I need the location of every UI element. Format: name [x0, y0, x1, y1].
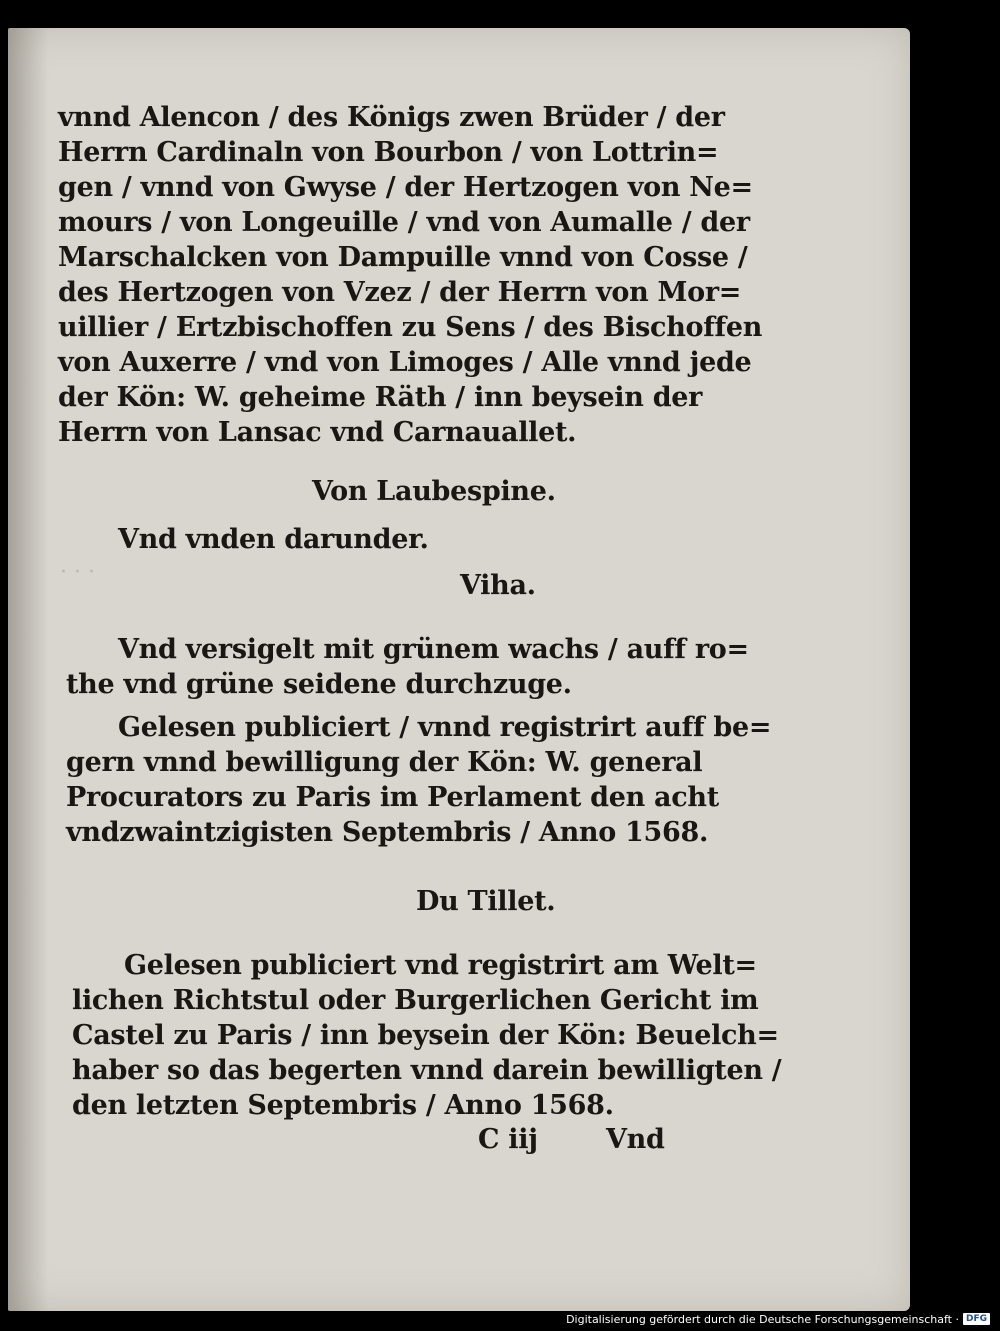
text-line: Castel zu Paris / inn beysein der Kön: Beuelch= [72, 1020, 779, 1051]
text-line: vndzwaintzigisten Septembris / Anno 1568. [66, 817, 709, 848]
signature-text: Von Laubespine. [312, 476, 556, 507]
text-line: Marschalcken von Dampuille vnnd von Cosse / [58, 242, 748, 273]
text-line: der Kön: W. geheime Räth / inn beysein der [58, 382, 703, 413]
page-gutter-shadow [8, 28, 48, 1311]
main-paragraph [58, 100, 763, 450]
text-line: lichen Richtstul oder Burgerlichen Gericht im [72, 985, 759, 1016]
text-line: Procurators zu Paris im Perlament den acht [66, 782, 719, 813]
signature-mark [478, 1122, 538, 1157]
text-line: vnnd Alencon / des Königs zwen Brüder / der [58, 102, 725, 133]
text-line: Gelesen publiciert vnd registrirt am Welt= [124, 950, 757, 981]
text-line: des Hertzogen von Vzez / der Herrn von Mor= [58, 277, 742, 308]
text-line: mours / von Longeuille / vnd von Aumalle / der [58, 207, 750, 238]
text-line: gen / vnnd von Gwyse / der Hertzogen von Ne= [58, 172, 753, 203]
under-text: Vnd vnden darunder. [118, 524, 429, 555]
catchword [606, 1122, 665, 1157]
text-line: Vnd versigelt mit grünem wachs / auff ro= [118, 634, 749, 665]
signature-viha [460, 568, 536, 603]
text-line: von Auxerre / vnd von Limoges / Alle vnnd jede [58, 347, 752, 378]
publication-paragraph-2 [72, 948, 782, 1123]
credit-text: Digitalisierung gefördert durch die Deutsche Forschungsgemeinschaft · [566, 1312, 959, 1326]
text-line: den letzten Septembris / Anno 1568. [72, 1090, 614, 1121]
text-line: Herrn Cardinaln von Bourbon / von Lottrin= [58, 137, 719, 168]
seal-paragraph [66, 632, 749, 702]
text-line: gern vnnd bewilligung der Kön: W. general [66, 747, 703, 778]
footer-credit [566, 1310, 990, 1328]
publication-paragraph-1 [66, 710, 772, 850]
text-line: the vnd grüne seidene durchzuge. [66, 669, 572, 700]
catchword-text: Vnd [606, 1124, 665, 1155]
signature-text: Viha. [460, 570, 536, 601]
text-line: Gelesen publiciert / vnnd registrirt auff be= [118, 712, 772, 743]
text-line: haber so das begerten vnnd darein bewilligten / [72, 1055, 782, 1086]
signature-laubespine [312, 474, 556, 509]
ink-bleed-through: · · · [60, 560, 95, 585]
under-line [118, 522, 429, 557]
dfg-logo-icon: DFG [963, 1313, 990, 1325]
text-line: Herrn von Lansac vnd Carnauallet. [58, 417, 577, 448]
signature-mark-text: C iij [478, 1124, 538, 1155]
signature-du-tillet [416, 884, 555, 919]
signature-text: Du Tillet. [416, 886, 556, 917]
text-line: uillier / Ertzbischoffen zu Sens / des Bischoffen [58, 312, 763, 343]
